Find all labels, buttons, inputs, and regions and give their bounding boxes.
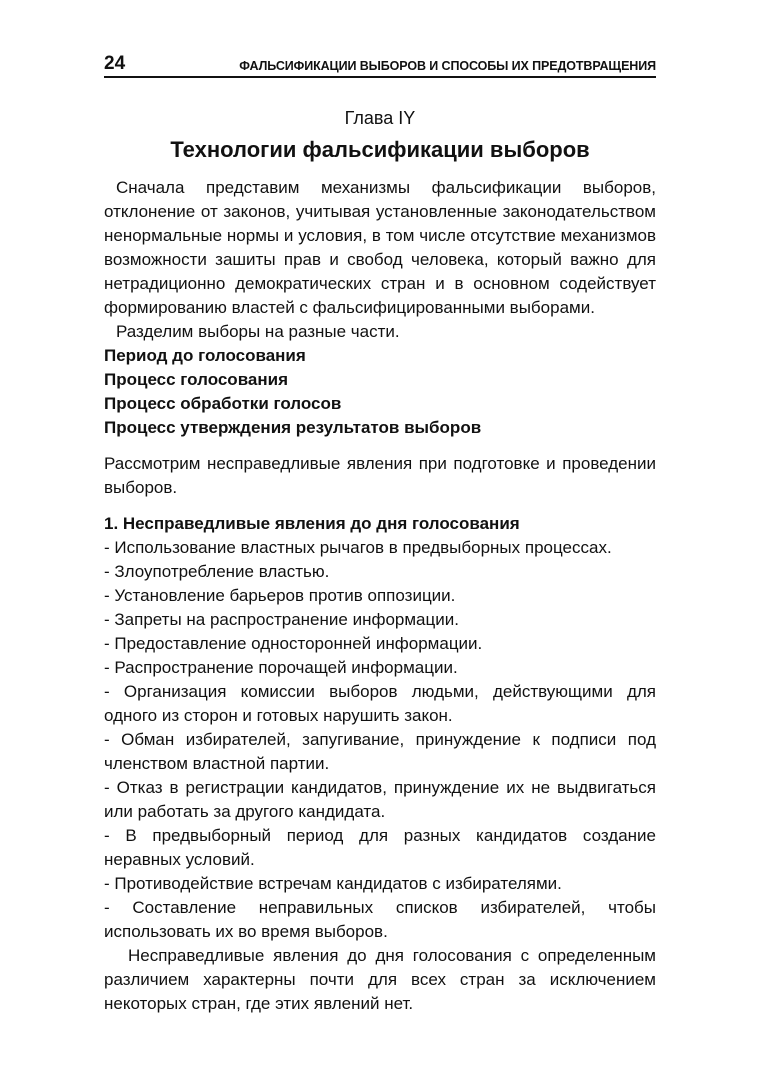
list-item: - Использование властных рычагов в предвыборных процессах. xyxy=(104,538,612,557)
list-item: - Установление барьеров против оппозиции. xyxy=(104,586,456,605)
list-item: - Отказ в регистрации кандидатов, принуждение их не выдвигаться или работать за другого кандидата. xyxy=(104,778,656,821)
chapter-title: Технологии фальсификации выборов xyxy=(170,137,590,162)
page-number: 24 xyxy=(104,53,126,74)
running-title: ФАЛЬСИФИКАЦИИ ВЫБОРОВ И СПОСОБЫ ИХ ПРЕДОТВРАЩЕНИЯ xyxy=(239,59,656,73)
chapter-label: Глава IY xyxy=(344,108,416,128)
list-item: - Составление неправильных списков избирателей, чтобы использовать их во время выборов. xyxy=(104,898,656,941)
stage-item: Период до голосования xyxy=(104,346,306,365)
section-heading: 1. Несправедливые явления до дня голосования xyxy=(104,514,520,533)
intro-paragraph-2: Разделим выборы на разные части. xyxy=(116,322,400,341)
page-body xyxy=(104,92,656,1016)
stage-item: Процесс обработки голосов xyxy=(104,394,342,413)
list-item: - Организация комиссии выборов людьми, действующими для одного из сторон и готовых нарушить закон. xyxy=(104,682,656,725)
list-item: - Обман избирателей, запугивание, принуждение к подписи под членством властной партии. xyxy=(104,730,656,773)
list-item: - В предвыборный период для разных кандидатов создание неравных условий. xyxy=(104,826,656,869)
stage-item: Процесс утверждения результатов выборов xyxy=(104,418,482,437)
list-item: - Распространение порочащей информации. xyxy=(104,658,458,677)
consider-paragraph: Рассмотрим несправедливые явления при подготовке и проведении выборов. xyxy=(104,454,656,497)
intro-paragraph: Сначала представим механизмы фальсификации выборов, отклонение от законов, учитывая установленные законодательством ненормальные нормы и условия, в том числе отсутствие механизмов возможности зашиты прав и свобод человека, который важно для нетрадиционно демократических стран и в основном содействует формированию властей с фальсифицированными выборами. xyxy=(104,178,656,317)
running-header xyxy=(104,52,656,78)
list-item: - Запреты на распространение информации. xyxy=(104,610,459,629)
list-item: - Злоупотребление властью. xyxy=(104,562,330,581)
list-item: - Противодействие встречам кандидатов с избирателями. xyxy=(104,874,562,893)
conclusion-paragraph: Несправедливые явления до дня голосования с определенным различием характерны почти для всех стран за исключением некоторых стран, где этих явлений нет. xyxy=(104,946,656,1013)
list-item: - Предоставление односторонней информации. xyxy=(104,634,483,653)
stage-item: Процесс голосования xyxy=(104,370,289,389)
